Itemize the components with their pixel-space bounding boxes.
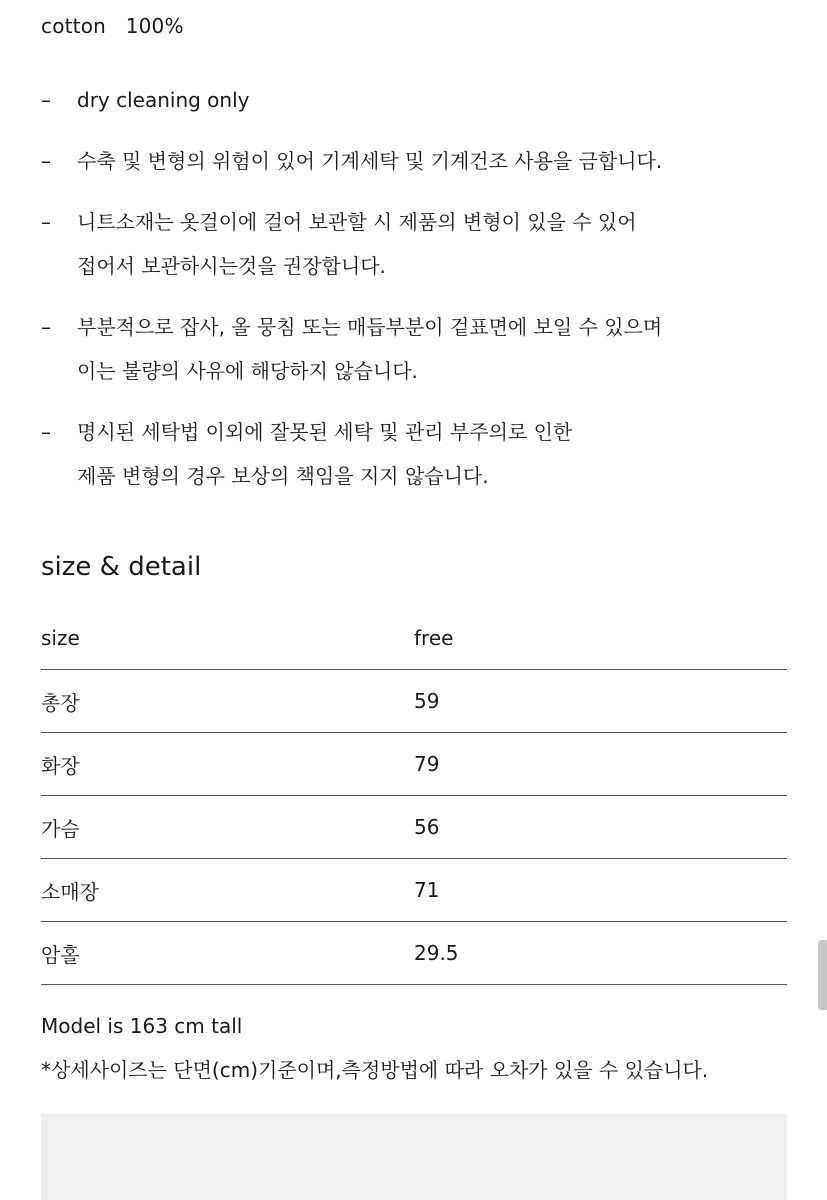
size-detail-title: size & detail (41, 552, 202, 582)
care-item (41, 305, 801, 393)
care-text: 부분적으로 잡사, 올 뭉침 또는 매듭부분이 겉표면에 보일 수 있으며 (77, 315, 663, 339)
model-height-note: Model is 163 cm tall (41, 1014, 243, 1038)
row-value: 29.5 (414, 941, 459, 965)
table-row (41, 859, 787, 922)
row-value: free (414, 626, 454, 650)
row-label: 소매장 (41, 879, 99, 904)
product-image-placeholder (41, 1114, 787, 1200)
size-table (41, 607, 787, 985)
measurement-note: *상세사이즈는 단면(cm)기준이며,측정방법에 따라 오차가 있을 수 있습니다. (41, 1058, 709, 1082)
table-row (41, 922, 787, 985)
dash-bullet: – (41, 149, 51, 173)
care-instructions-list (41, 78, 801, 515)
row-label: 가슴 (41, 816, 80, 841)
care-item (41, 200, 801, 288)
row-label: 암홀 (41, 942, 80, 967)
material-composition: cotton 100% (41, 14, 184, 38)
care-text: dry cleaning only (77, 88, 250, 112)
care-item (41, 78, 801, 122)
table-row (41, 670, 787, 733)
dash-bullet: – (41, 315, 51, 339)
table-row (41, 733, 787, 796)
row-label: 화장 (41, 753, 80, 778)
dash-bullet: – (41, 88, 51, 112)
care-text: 명시된 세탁법 이외에 잘못된 세탁 및 관리 부주의로 인한 (77, 420, 573, 444)
row-value: 71 (414, 878, 440, 902)
table-row (41, 796, 787, 859)
care-text: 니트소재는 옷걸이에 걸어 보관할 시 제품의 변형이 있을 수 있어 (77, 210, 637, 234)
care-text: 수축 및 변형의 위험이 있어 기계세탁 및 기계건조 사용을 금합니다. (77, 149, 663, 173)
dash-bullet: – (41, 420, 51, 444)
care-item (41, 410, 801, 498)
care-text: 접어서 보관하시는것을 권장합니다. (77, 254, 386, 278)
row-value: 56 (414, 815, 440, 839)
row-value: 59 (414, 689, 440, 713)
care-text: 이는 불량의 사유에 해당하지 않습니다. (77, 359, 418, 383)
row-label: 총장 (41, 690, 80, 715)
scrollbar-thumb[interactable] (818, 940, 827, 1010)
care-item (41, 139, 801, 183)
care-text: 제품 변형의 경우 보상의 책임을 지지 않습니다. (77, 464, 489, 488)
row-label: size (41, 626, 80, 650)
table-row (41, 607, 787, 670)
dash-bullet: – (41, 210, 51, 234)
row-value: 79 (414, 752, 440, 776)
